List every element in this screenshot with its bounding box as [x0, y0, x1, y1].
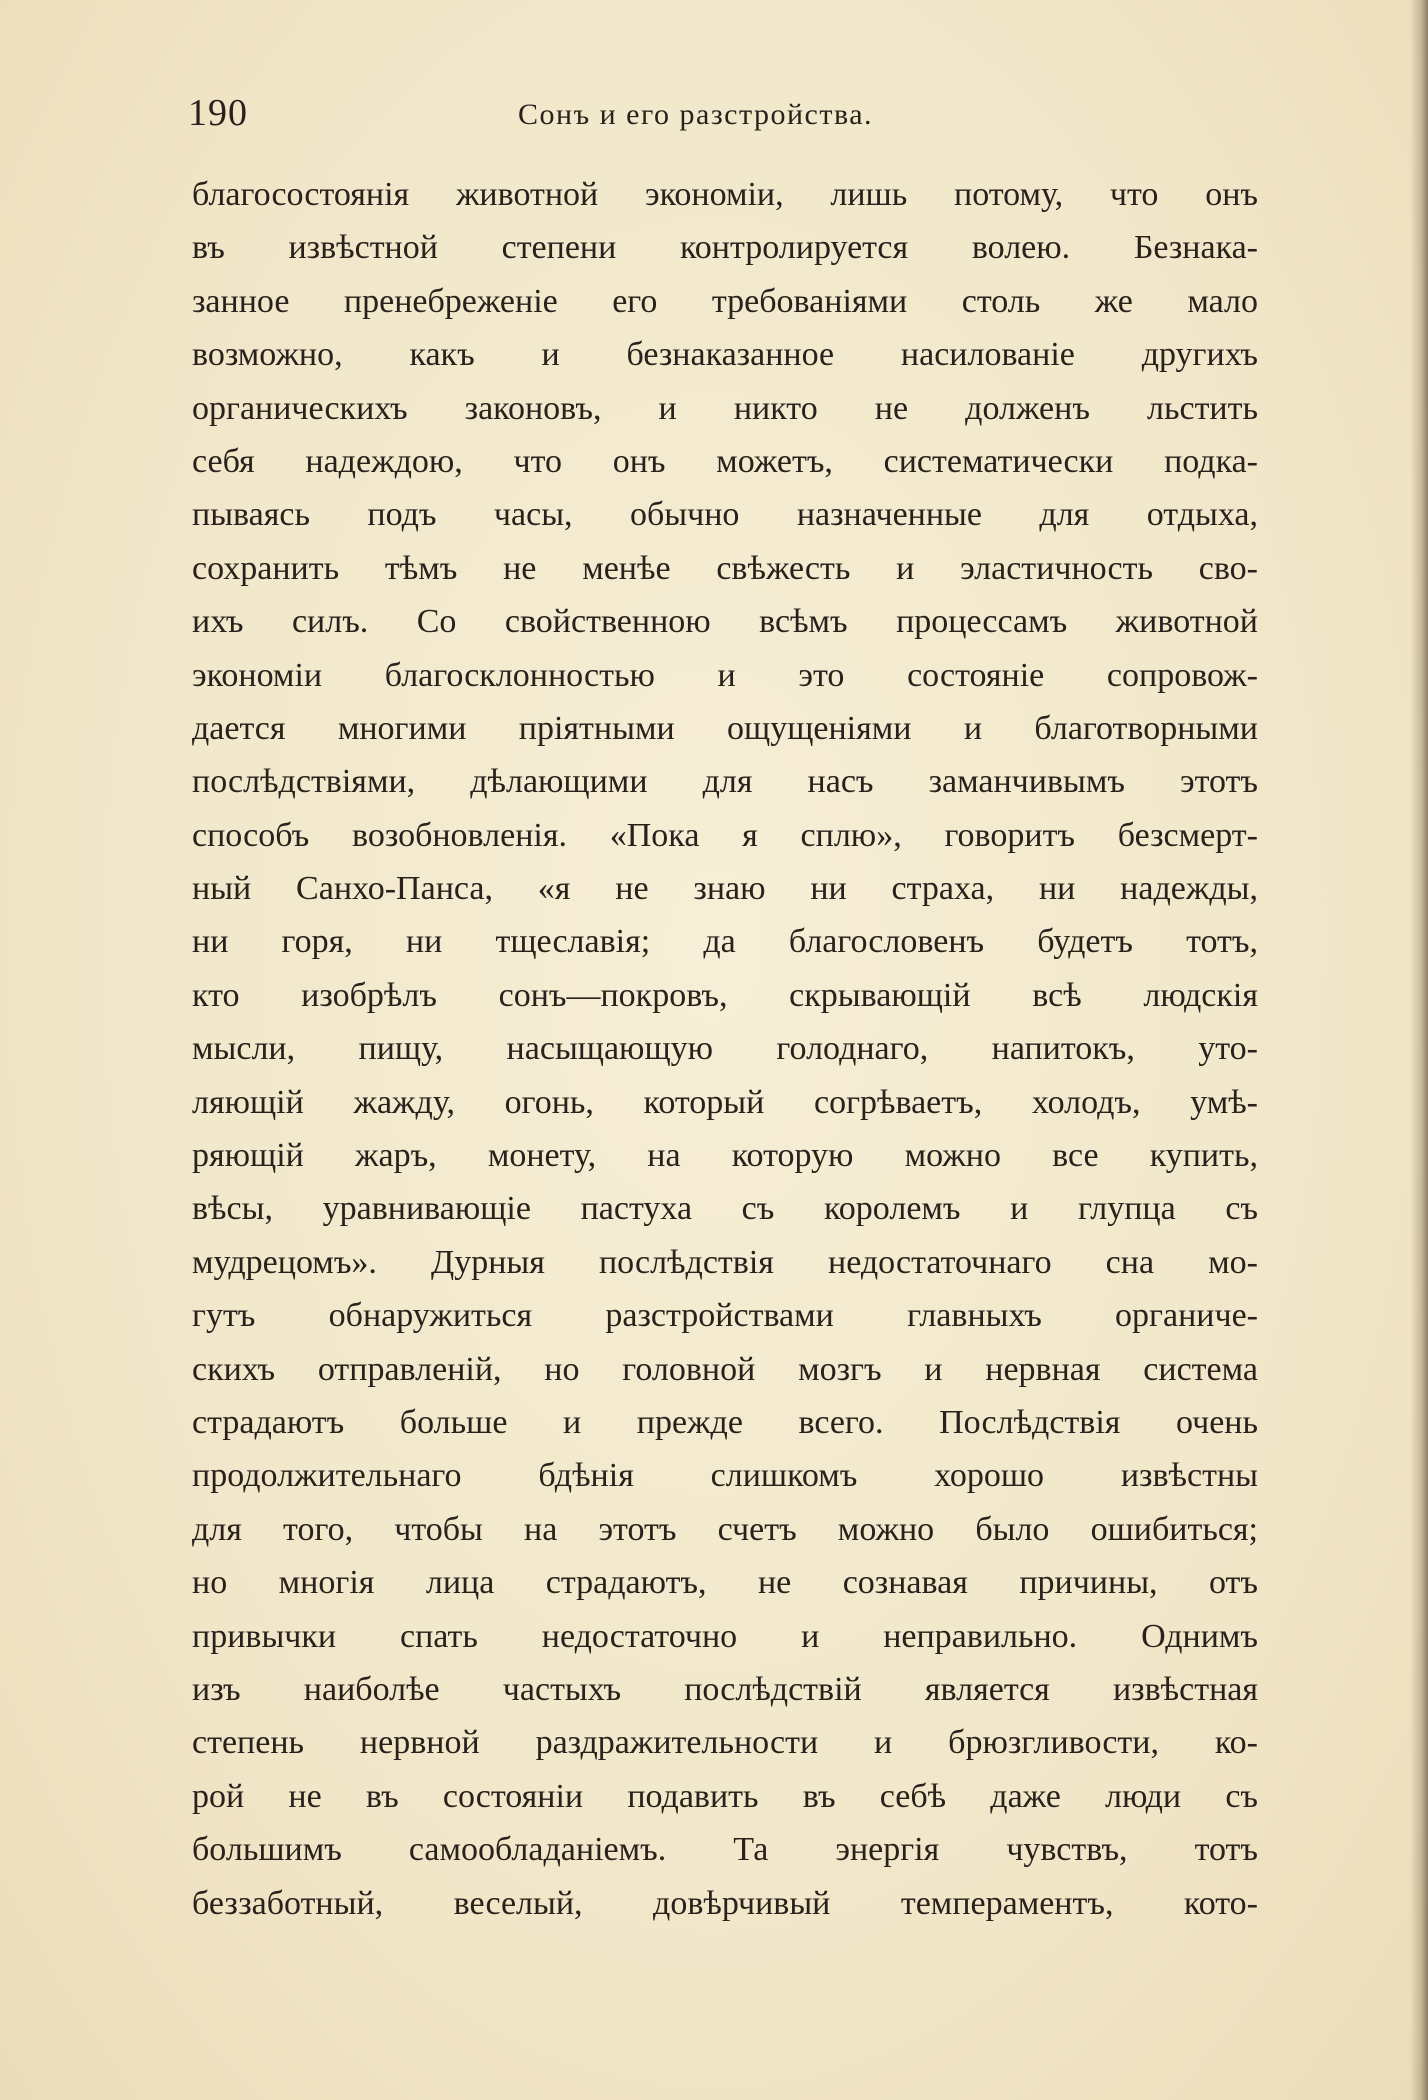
text-line: большимъ самообладаніемъ. Та энергія чувствъ, тотъ [192, 1831, 1258, 1869]
text-line: благосостоянія животной экономіи, лишь потому, что онъ [192, 176, 1258, 213]
text-line: пываясь подъ часы, обычно назначенные для отдыха, [192, 496, 1258, 534]
running-title: Сонъ и его разстройства. [518, 98, 874, 131]
text-line: послѣдствіями, дѣлающими для насъ заманчивымъ этотъ [192, 763, 1258, 801]
text-line: гутъ обнаружиться разстройствами главныхъ органиче- [192, 1297, 1258, 1335]
text-line: вѣсы, уравнивающіе пастуха съ королемъ и глупца съ [192, 1190, 1258, 1228]
page-number: 190 [188, 92, 248, 134]
text-line: ни горя, ни тщеславія; да благословенъ будетъ тотъ, [192, 923, 1258, 961]
text-line: ляющій жажду, огонь, который согрѣваетъ, холодъ, умѣ- [192, 1083, 1258, 1121]
body-text [192, 168, 1258, 1930]
text-line: возможно, какъ и безнаказанное насилованіе другихъ [192, 336, 1258, 374]
text-line: себя надеждою, что онъ можетъ, систематически подка- [192, 442, 1258, 480]
text-line: ихъ силъ. Со свойственною всѣмъ процессамъ животной [192, 603, 1258, 641]
text-line: ряющій жаръ, монету, на которую можно все купить, [192, 1137, 1258, 1175]
text-line: продолжительнаго бдѣнія слишкомъ хорошо извѣстны [192, 1457, 1258, 1495]
text-line: но многія лица страдаютъ, не сознавая причины, отъ [192, 1564, 1258, 1602]
text-line: кто изобрѣлъ сонъ—покровъ, скрывающій всѣ людскія [192, 976, 1258, 1014]
text-line: дается многими пріятными ощущеніями и благотворными [192, 709, 1258, 747]
page-edge-shadow [1410, 0, 1428, 2100]
text-line: изъ наиболѣе частыхъ послѣдствій является извѣстная [192, 1670, 1258, 1708]
text-line: рой не въ состояніи подавить въ себѣ даже люди съ [192, 1777, 1258, 1815]
text-line: страдаютъ больше и прежде всего. Послѣдствія очень [192, 1403, 1258, 1441]
text-line: мысли, пищу, насыщающую голоднаго, напитокъ, уто- [192, 1030, 1258, 1068]
text-line: для того, чтобы на этотъ счетъ можно было ошибиться; [192, 1510, 1258, 1548]
text-line: скихъ отправленій, но головной мозгъ и нервная система [192, 1350, 1258, 1388]
text-line: органическихъ законовъ, и никто не долженъ льстить [192, 389, 1258, 427]
text-line: занное пренебреженіе его требованіями столь же мало [192, 282, 1258, 320]
text-line: въ извѣстной степени контролируется волею. Безнака- [192, 229, 1258, 267]
page-header [188, 88, 1248, 138]
text-line: способъ возобновленія. «Пока я сплю», говоритъ безсмерт- [192, 816, 1258, 854]
text-line: беззаботный, веселый, довѣрчивый темпераментъ, кото- [192, 1884, 1258, 1922]
text-line: привычки спать недостаточно и неправильно. Однимъ [192, 1617, 1258, 1655]
text-line: сохранить тѣмъ не менѣе свѣжесть и эластичность сво- [192, 549, 1258, 587]
text-line: мудрецомъ». Дурныя послѣдствія недостаточнаго сна мо- [192, 1243, 1258, 1281]
text-line: степень нервной раздражительности и брюзгливости, ко- [192, 1724, 1258, 1762]
text-line: экономіи благосклонностью и это состояніе сопровож- [192, 656, 1258, 694]
text-line: ный Санхо-Панса, «я не знаю ни страха, ни надежды, [192, 870, 1258, 908]
